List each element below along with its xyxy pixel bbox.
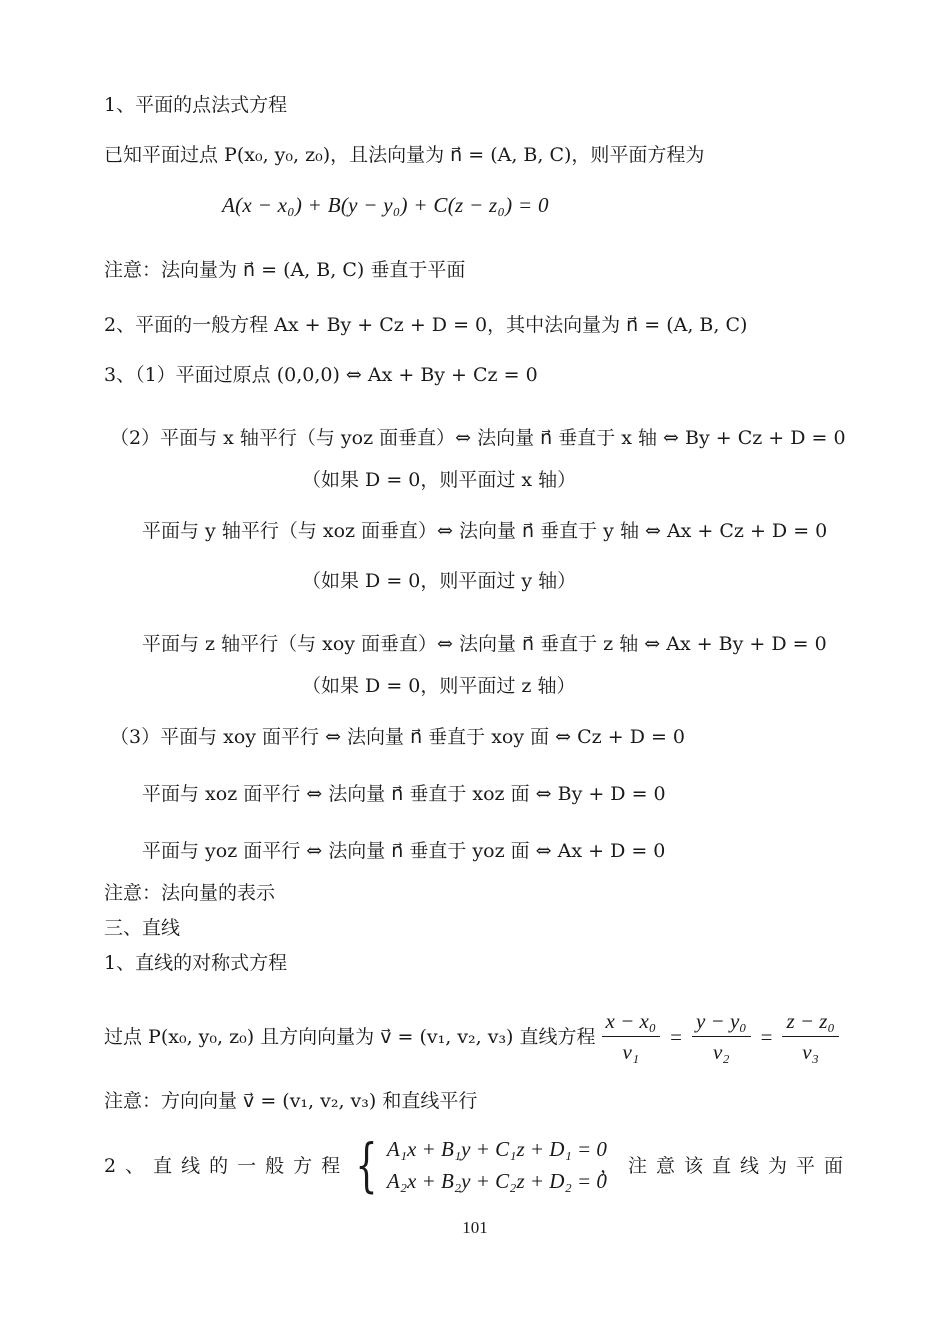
fraction-x-numerator: x − x₀ (602, 1008, 661, 1037)
fraction-x-denominator: v₁ (622, 1040, 640, 1064)
fraction-z-numerator: z − z₀ (782, 1008, 838, 1037)
general-line-label: 2、直线的一般方程 (104, 1155, 350, 1177)
line-equation-1: A₁x + B₁y + C₁z + D₁ = 0 (386, 1137, 607, 1161)
equals-sign: = (670, 1024, 682, 1049)
parallel-yoz-plane: 平面与 yoz 面平行 ⇔ 法向量 n⃗ 垂直于 yoz 面 ⇔ Ax + D = 0 (142, 840, 666, 862)
note-normal-perpendicular: 注意：法向量为 n⃗ = (A, B, C) 垂直于平面 (104, 259, 466, 281)
system-equations (387, 1133, 607, 1197)
symmetric-equation-row (104, 1008, 845, 1065)
heading-symmetric: 1、直线的对称式方程 (104, 952, 288, 974)
section-line-heading: 三、直线 (104, 917, 181, 939)
note-normal-representation: 注意：法向量的表示 (104, 882, 276, 904)
fraction-x (602, 1008, 661, 1065)
parallel-xoz-plane: 平面与 xoz 面平行 ⇔ 法向量 n⃗ 垂直于 xoz 面 ⇔ By + D = 0 (142, 783, 666, 805)
note-direction-vector: 注意：方向向量 v⃗ = (v₁, v₂, v₃) 和直线平行 (104, 1090, 478, 1112)
point-normal-equation: A(x − x₀) + B(y − y₀) + C(z − z₀) = 0 (222, 193, 549, 217)
left-brace-icon: { (355, 1131, 378, 1199)
general-line-tail: ，注意该直线为平面 (600, 1155, 853, 1177)
point-normal-intro: 已知平面过点 P(x₀, y₀, z₀)，且法向量为 n⃗ = (A, B, C)，则平面方程为 (104, 144, 705, 166)
page-number: 101 (462, 1218, 488, 1237)
parallel-x-note: （如果 D = 0，则平面过 x 轴） (302, 469, 577, 491)
parallel-x-axis: （2）平面与 x 轴平行（与 yoz 面垂直）⇔ 法向量 n⃗ 垂直于 x 轴 ⇔ By + Cz + D = 0 (110, 427, 846, 449)
fraction-z-denominator: v₃ (802, 1040, 819, 1064)
general-line-system (348, 1133, 607, 1197)
parallel-z-note: （如果 D = 0，则平面过 z 轴） (302, 675, 576, 697)
fraction-y (692, 1008, 751, 1065)
fraction-y-numerator: y − y₀ (692, 1008, 751, 1037)
general-plane-equation: 2、平面的一般方程 Ax + By + Cz + D = 0，其中法向量为 n⃗ = (A, B, C) (104, 314, 748, 336)
origin-case: 3、（1）平面过原点 (0,0,0) ⇔ Ax + By + Cz = 0 (104, 364, 538, 386)
parallel-y-note: （如果 D = 0，则平面过 y 轴） (302, 570, 577, 592)
fraction-y-denominator: v₂ (712, 1040, 730, 1064)
heading-point-normal: 1、平面的点法式方程 (104, 94, 288, 116)
parallel-xoy-plane: （3）平面与 xoy 面平行 ⇔ 法向量 n⃗ 垂直于 xoy 面 ⇔ Cz + D = 0 (110, 726, 686, 748)
fraction-z (782, 1008, 838, 1065)
parallel-y-axis: 平面与 y 轴平行（与 xoz 面垂直）⇔ 法向量 n⃗ 垂直于 y 轴 ⇔ Ax + Cz + D = 0 (142, 520, 828, 542)
symmetric-intro: 过点 P(x₀, y₀, z₀) 且方向向量为 v⃗ = (v₁, v₂, v₃) 直线方程 (104, 1025, 596, 1048)
equals-sign: = (760, 1024, 773, 1049)
parallel-z-axis: 平面与 z 轴平行（与 xoy 面垂直）⇔ 法向量 n⃗ 垂直于 z 轴 ⇔ Ax + By + D = 0 (142, 633, 827, 655)
line-equation-2: A₂x + B₂y + C₂z + D₂ = 0 (386, 1169, 607, 1193)
